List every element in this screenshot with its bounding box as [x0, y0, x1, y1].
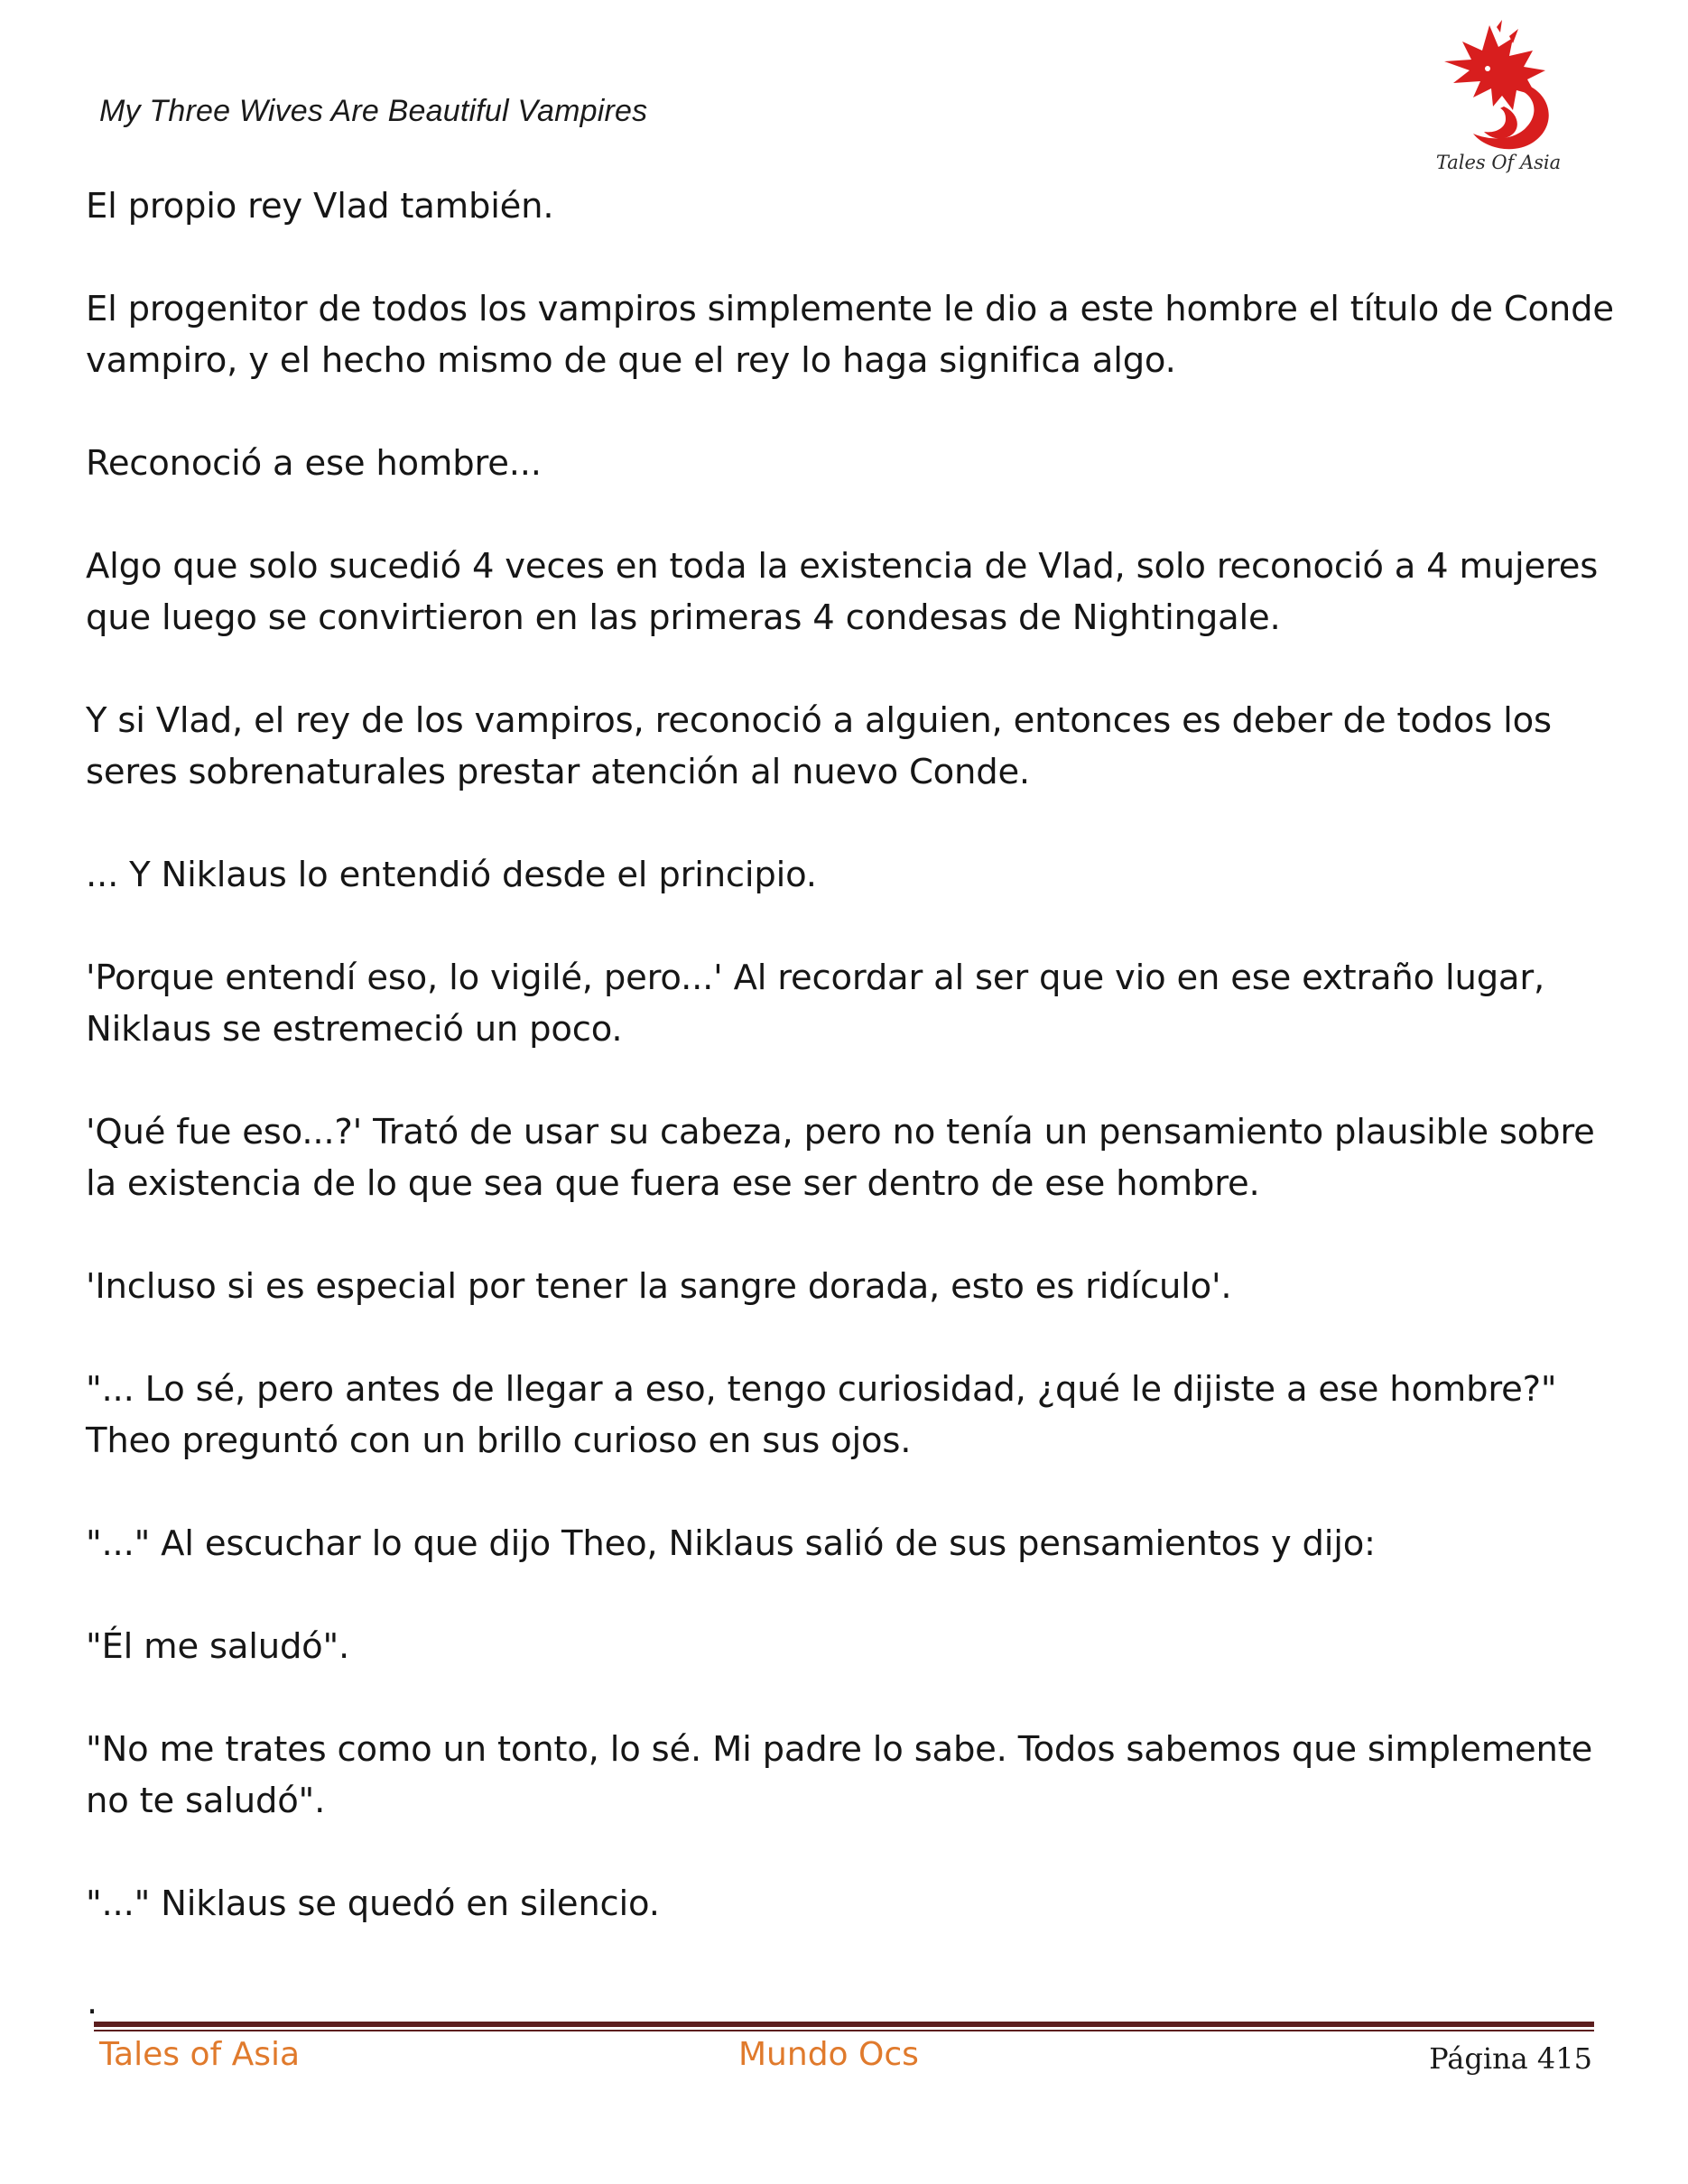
tales-of-asia-logo: [1426, 20, 1571, 184]
chapter-body: [86, 180, 1620, 1930]
paragraph: "No me trates como un tonto, lo sé. Mi padre lo sabe. Todos sabemos que simplemente no te saludó".: [86, 1729, 1593, 1821]
footer-section-name: Mundo Ocs: [738, 2036, 919, 2073]
red-dragon-icon: [1426, 20, 1571, 155]
page-number: Página 415: [1429, 2041, 1592, 2076]
footer-divider-thin: [94, 2030, 1594, 2031]
paragraph: 'Qué fue eso...?' Trató de usar su cabeza, pero no tenía un pensamiento plausible sobre la existencia de lo que sea que fuera ese ser dentro de ese hombre.: [86, 1112, 1595, 1204]
paragraph: Algo que solo sucedió 4 veces en toda la existencia de Vlad, solo reconoció a 4 mujeres que luego se convirtieron en las primeras 4 condesas de Nightingale.: [86, 546, 1599, 638]
trailing-mark: .: [87, 1982, 98, 2022]
footer-divider: [94, 2022, 1594, 2027]
paragraph: "..." Al escuchar lo que dijo Theo, Niklaus salió de sus pensamientos y dijo:: [86, 1523, 1376, 1564]
paragraph: El progenitor de todos los vampiros simplemente le dio a este hombre el título de Conde vampiro, y el hecho mismo de que el rey lo haga significa algo.: [86, 289, 1614, 381]
paragraph: 'Incluso si es especial por tener la sangre dorada, esto es ridículo'.: [86, 1266, 1232, 1307]
logo-text: Tales Of Asia: [1435, 152, 1562, 173]
paragraph: "Él me saludó".: [86, 1626, 350, 1667]
paragraph: ... Y Niklaus lo entendió desde el principio.: [86, 855, 817, 895]
page-header-title: My Three Wives Are Beautiful Vampires: [99, 94, 648, 128]
paragraph: "... Lo sé, pero antes de llegar a eso, tengo curiosidad, ¿qué le dijiste a ese hombre?" Theo preguntó con un brillo curioso en sus ojos.: [86, 1369, 1557, 1461]
footer-site-name: Tales of Asia: [99, 2036, 301, 2073]
paragraph: Y si Vlad, el rey de los vampiros, reconoció a alguien, entonces es deber de todos los seres sobrenaturales prestar atención al nuevo Conde.: [86, 700, 1552, 792]
paragraph: Reconoció a ese hombre...: [86, 443, 542, 484]
paragraph: "..." Niklaus se quedó en silencio.: [86, 1883, 660, 1924]
paragraph: El propio rey Vlad también.: [86, 186, 554, 227]
paragraph: 'Porque entendí eso, lo vigilé, pero...' Al recordar al ser que vio en ese extraño lugar, Niklaus se estremeció un poco.: [86, 958, 1544, 1050]
